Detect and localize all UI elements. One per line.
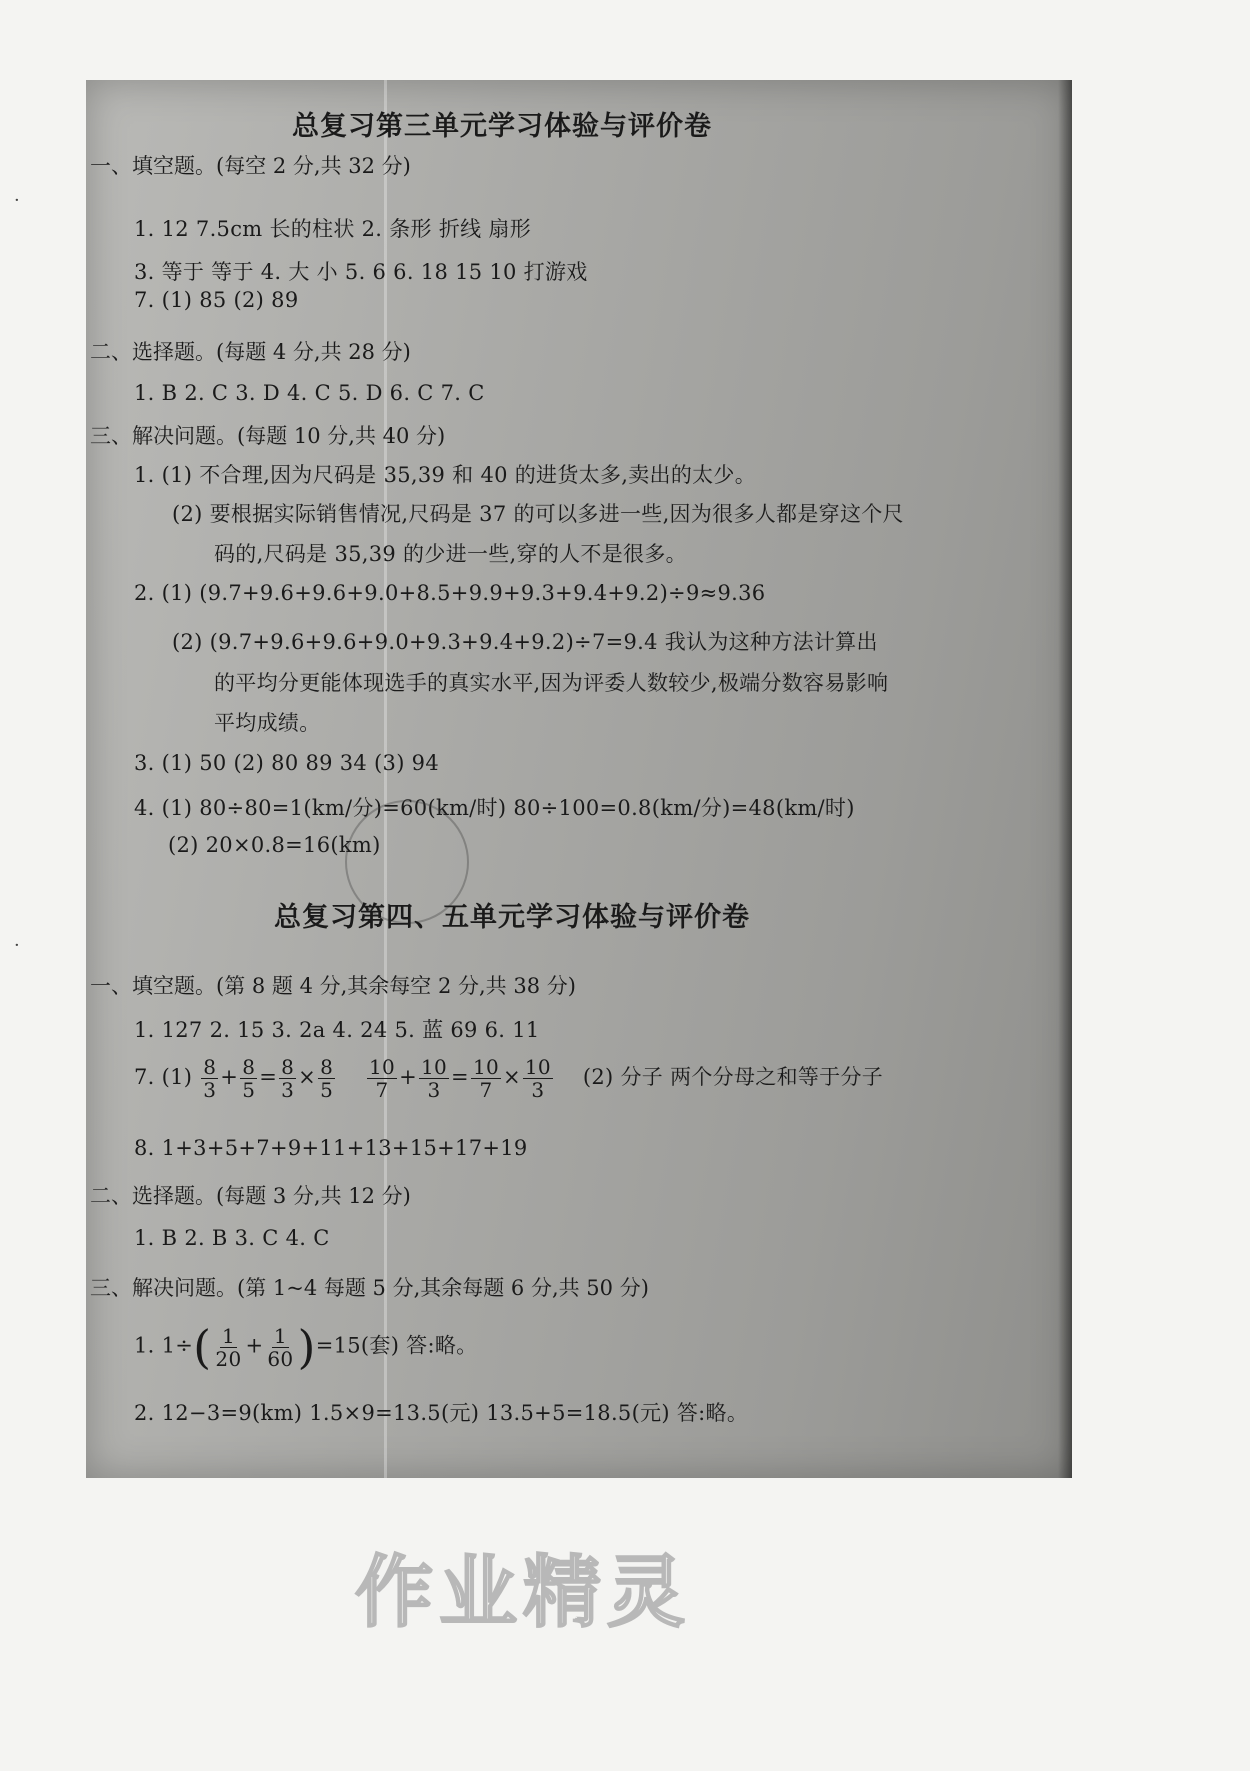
fraction: $\frac{10}{3}$: [524, 1055, 551, 1102]
q1-suffix: =15(套) 答:略。: [315, 1333, 478, 1358]
fraction: $\frac{8}{3}$: [203, 1055, 217, 1102]
q7-suffix: (2) 分子 两个分母之和等于分子: [582, 1065, 884, 1089]
page-shadow-edge: [1058, 80, 1072, 1478]
answer-line: 平均成绩。: [214, 711, 321, 735]
margin-mark: ·: [14, 935, 20, 956]
answer-line: (2) 要根据实际销售情况,尺码是 37 的可以多进一些,因为很多人都是穿这个尺: [172, 502, 904, 526]
section-a-part2-heading: 二、选择题。(每题 4 分,共 28 分): [90, 340, 411, 364]
section-a-part3-heading: 三、解决问题。(每题 10 分,共 40 分): [90, 424, 446, 448]
answer-line-q7: 7. (1) $\frac{8}{3}$ + $\frac{8}{5}$ = $\frac{8}{3}$ × $\frac{8}{5}$ $\frac{10}{7}$ + $\frac{10}{3}$ = $\frac{10}{7}$ × $\frac{10}{3}$ (2) 分子 两个分母之和等于分子: [134, 1055, 884, 1102]
section-b-part1-heading: 一、填空题。(第 8 题 4 分,其余每空 2 分,共 38 分): [90, 974, 576, 998]
section-b-title: 总复习第四、五单元学习体验与评价卷: [274, 902, 750, 933]
answer-line: 4. (1) 80÷80=1(km/分)=60(km/时) 80÷100=0.8(km/分)=48(km/时): [134, 796, 855, 820]
section-a-part1-heading: 一、填空题。(每空 2 分,共 32 分): [90, 154, 411, 178]
answer-line: 码的,尺码是 35,39 的少进一些,穿的人不是很多。: [214, 542, 687, 566]
fraction: $\frac{10}{3}$: [420, 1055, 448, 1102]
answer-line: 的平均分更能体现选手的真实水平,因为评委人数较少,极端分数容易影响: [214, 671, 889, 695]
fraction: $\frac{8}{5}$: [242, 1055, 256, 1102]
fraction: $\frac{10}{7}$: [472, 1055, 499, 1102]
answer-line: 7. (1) 85 (2) 89: [134, 288, 299, 312]
answer-line: (2) (9.7+9.6+9.6+9.0+9.3+9.4+9.2)÷7=9.4 我认为这种方法计算出: [172, 630, 878, 654]
answer-line: (2) 20×0.8=16(km): [168, 833, 381, 857]
answer-line: 2. 12−3=9(km) 1.5×9=13.5(元) 13.5+5=18.5(元) 答:略。: [134, 1401, 749, 1425]
answer-line: 1. (1) 不合理,因为尺码是 35,39 和 40 的进货太多,卖出的太少。: [134, 463, 757, 487]
answer-line: 1. 127 2. 15 3. 2a 4. 24 5. 蓝 69 6. 11: [134, 1018, 540, 1042]
answer-line-q1: 1. 1÷( $\frac{1}{20}$ + $\frac{1}{60}$ )=15(套) 答:略。: [134, 1320, 478, 1374]
q7-prefix: 7. (1): [134, 1065, 193, 1089]
answer-line: 3. 等于 等于 4. 大 小 5. 6 6. 18 15 10 打游戏: [134, 260, 588, 284]
answer-line: 2. (1) (9.7+9.6+9.6+9.0+8.5+9.9+9.3+9.4+9.2)÷9≈9.36: [134, 581, 766, 605]
fraction: $\frac{1}{60}$: [267, 1323, 294, 1371]
q1-prefix: 1. 1÷: [134, 1333, 194, 1358]
answer-line: 1. 12 7.5cm 长的柱状 2. 条形 折线 扇形: [134, 217, 531, 241]
fraction: $\frac{8}{3}$: [281, 1055, 295, 1102]
answer-line: 3. (1) 50 (2) 80 89 34 (3) 94: [134, 751, 439, 775]
fraction: $\frac{1}{20}$: [215, 1323, 242, 1371]
answer-line: 8. 1+3+5+7+9+11+13+15+17+19: [134, 1136, 528, 1160]
section-b-part3-heading: 三、解决问题。(第 1~4 每题 5 分,其余每题 6 分,共 50 分): [90, 1276, 649, 1300]
watermark: 作业精灵: [355, 1548, 692, 1638]
section-a-title: 总复习第三单元学习体验与评价卷: [292, 111, 712, 142]
fold-line: [384, 80, 387, 1478]
fraction: $\frac{10}{7}$: [369, 1055, 396, 1102]
margin-mark: ·: [14, 190, 20, 211]
answer-line: 1. B 2. B 3. C 4. C: [134, 1226, 330, 1250]
answer-line: 1. B 2. C 3. D 4. C 5. D 6. C 7. C: [134, 381, 485, 405]
section-b-part2-heading: 二、选择题。(每题 3 分,共 12 分): [90, 1184, 411, 1208]
fraction: $\frac{8}{5}$: [320, 1055, 334, 1102]
